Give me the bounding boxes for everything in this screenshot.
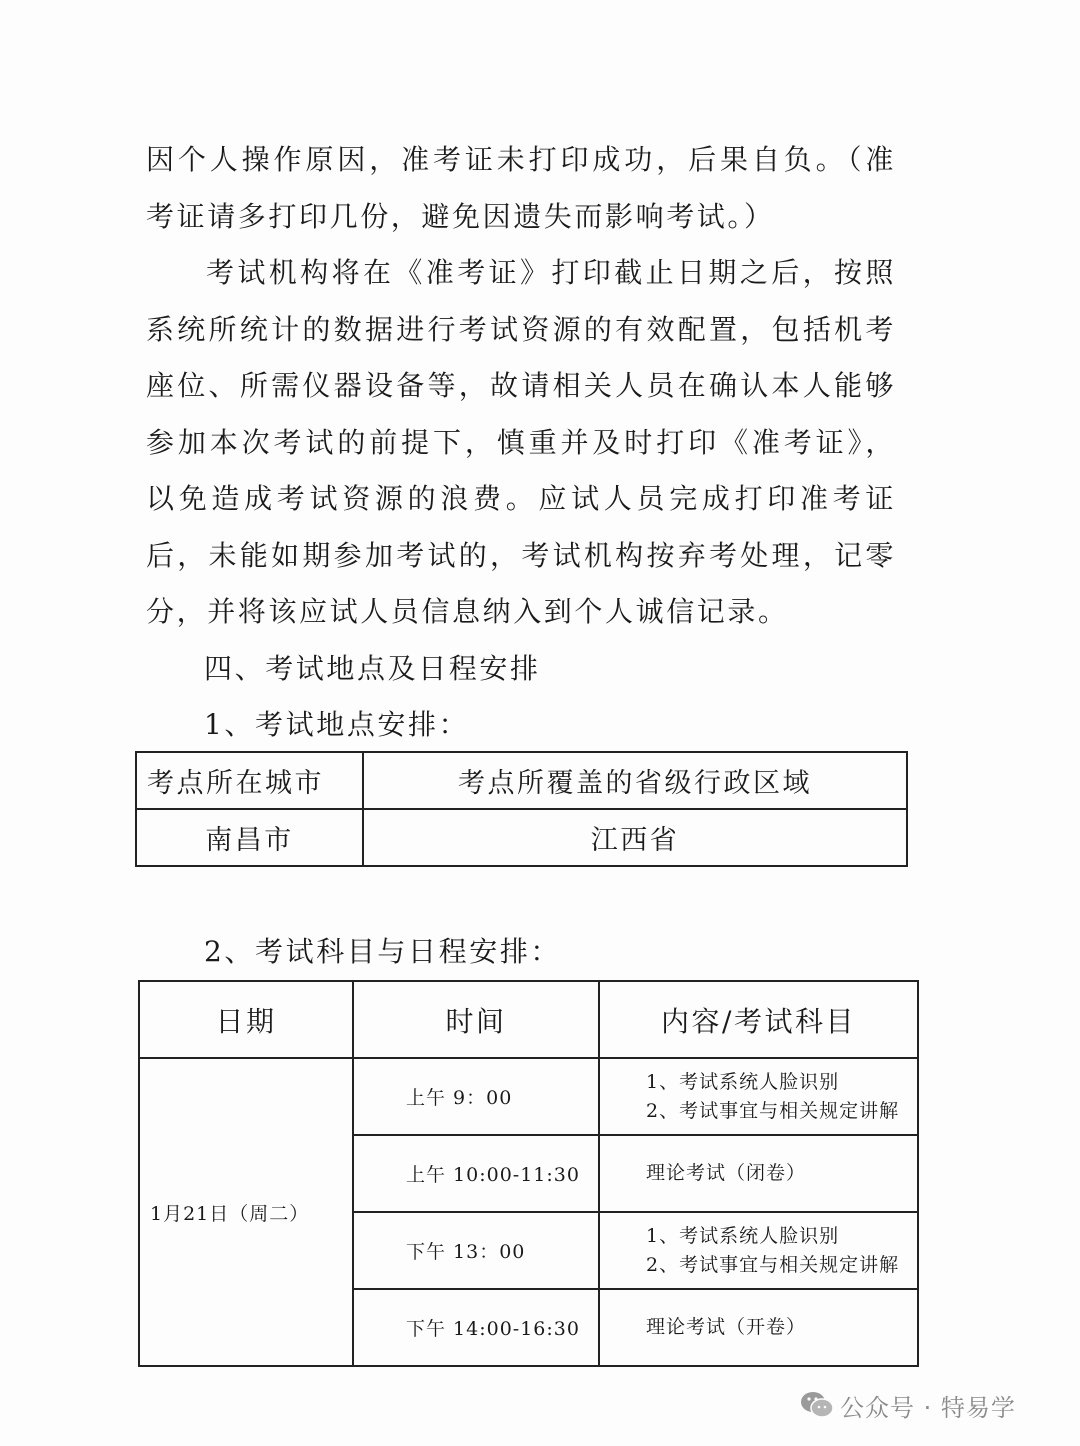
paragraph-admission-print-note: 因个人操作原因，准考证未打印成功，后果自负。（准考证请多打印几份，避免因遗失而影响考试。） bbox=[146, 143, 896, 233]
cell-date: 1月21日（周二） bbox=[139, 1058, 353, 1366]
cell-time: 下午 13：00 bbox=[353, 1212, 599, 1289]
location-table bbox=[135, 751, 908, 867]
cell-content bbox=[599, 1289, 918, 1366]
table-row bbox=[136, 809, 907, 866]
watermark bbox=[800, 1385, 1016, 1425]
cell-content bbox=[599, 1135, 918, 1212]
header-region: 考点所覆盖的省级行政区域 bbox=[363, 752, 907, 809]
header-time: 时间 bbox=[353, 981, 599, 1058]
watermark-text: 公众号 · 特易学 bbox=[840, 1393, 1016, 1422]
header-city: 考点所在城市 bbox=[136, 752, 363, 809]
cell-region: 江西省 bbox=[363, 809, 907, 866]
table-header-row bbox=[139, 981, 918, 1058]
content-line: 1、考试系统人脸识别 bbox=[646, 1070, 840, 1093]
content-line: 2、考试事宜与相关规定讲解 bbox=[646, 1099, 900, 1122]
cell-content bbox=[599, 1058, 918, 1135]
cell-time: 上午 10:00-11:30 bbox=[353, 1135, 599, 1212]
content-line: 2、考试事宜与相关规定讲解 bbox=[646, 1253, 900, 1276]
header-date: 日期 bbox=[139, 981, 353, 1058]
subheading-exam-schedule: 2、考试科目与日程安排： bbox=[204, 935, 562, 968]
table-row bbox=[139, 1058, 918, 1135]
content-line: 1、考试系统人脸识别 bbox=[646, 1224, 840, 1247]
table-header-row bbox=[136, 752, 907, 809]
cell-content bbox=[599, 1212, 918, 1289]
content-line: 理论考试（闭卷） bbox=[646, 1162, 807, 1184]
wechat-icon bbox=[800, 1390, 834, 1420]
header-content: 内容/考试科目 bbox=[599, 981, 918, 1058]
subheading-exam-location: 1、考试地点安排： bbox=[204, 708, 470, 741]
section-heading-exam-location-schedule: 四、考试地点及日程安排 bbox=[204, 652, 541, 685]
cell-time: 上午 9：00 bbox=[353, 1058, 599, 1135]
content-line: 理论考试（开卷） bbox=[646, 1316, 807, 1338]
cell-time: 下午 14:00-16:30 bbox=[353, 1289, 599, 1366]
schedule-table bbox=[138, 980, 919, 1367]
paragraph-resource-allocation: 考试机构将在《准考证》打印截止日期之后，按照系统所统计的数据进行考试资源的有效配置，包括机考座位、所需仪器设备等，故请相关人员在确认本人能够参加本次考试的前提下，慎重并及时打印《准考证》，以免造成考试资源的浪费。应试人员完成打印准考证后，未能如期参加考试的，考试机构按弃考处理，记零分，并将该应试人员信息纳入到个人诚信记录。 bbox=[146, 256, 896, 628]
cell-city: 南昌市 bbox=[136, 809, 363, 866]
